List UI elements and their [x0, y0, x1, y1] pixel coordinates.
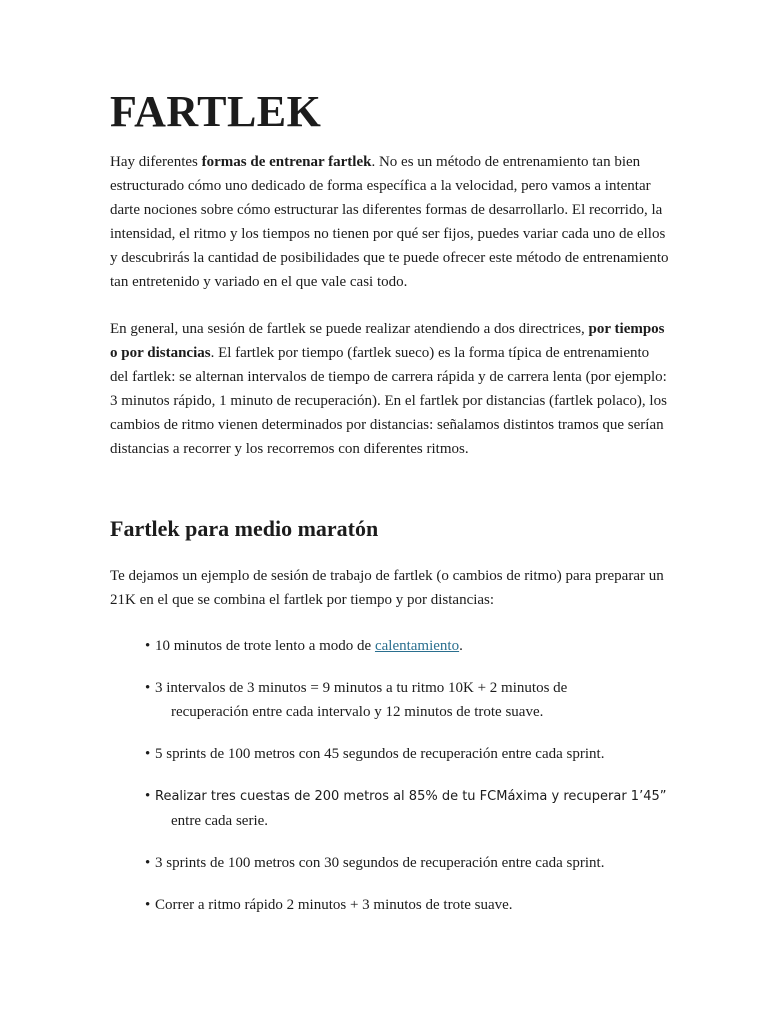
item-2-line-2: recuperación entre cada intervalo y 12 minutos de trote suave.: [171, 704, 544, 720]
item-1-text: 10 minutos de trote lento a modo de: [155, 638, 375, 654]
list-item: [145, 893, 705, 917]
general-bold: por tiempos o por distancias: [110, 321, 665, 361]
item-1-end: .: [459, 638, 463, 654]
general-text-2: . El fartlek por tiempo (fartlek sueco) es la forma típica de entrenamiento del fartlek: se alternan intervalos de tiempo de carrera rápida y de carrera lenta (por ejemplo: 3 minutos rápido, 1 minuto de recuperación). En el fartlek por distancias (fartlek polaco), los cambios de ritmo vienen determinados por distancias: señalamos distintos tramos que serían distancias a recorrer y los recorremos con diferentes ritmos.: [110, 345, 667, 457]
section-heading: Fartlek para medio maratón: [110, 516, 379, 541]
item-5-text: 3 sprints de 100 metros con 30 segundos de recuperación entre cada sprint.: [155, 855, 605, 871]
bullet-icon: •: [145, 855, 151, 871]
item-4-line-2: entre cada serie.: [171, 813, 269, 829]
bullet-icon: •: [145, 746, 151, 762]
intro-text-1: Hay diferentes: [110, 154, 202, 170]
list-item: [145, 851, 705, 875]
item-3-text: 5 sprints de 100 metros con 45 segundos de recuperación entre cada sprint.: [155, 746, 605, 762]
item-2-line-1: 3 intervalos de 3 minutos = 9 minutos a tu ritmo 10K + 2 minutos de: [155, 680, 568, 696]
workout-list: [145, 634, 705, 935]
item-6-text: Correr a ritmo rápido 2 minutos + 3 minutos de trote suave.: [155, 897, 513, 913]
general-paragraph: [110, 317, 670, 461]
bullet-icon: •: [145, 680, 151, 696]
calentamiento-link[interactable]: calentamiento: [374, 638, 460, 654]
bullet-icon: •: [145, 638, 151, 654]
general-text-1: En general, una sesión de fartlek se puede realizar atendiendo a dos directrices,: [110, 321, 589, 337]
page-title: FARTLEK: [110, 87, 322, 136]
list-item: [145, 634, 705, 658]
intro-bold: formas de entrenar fartlek: [201, 154, 372, 170]
example-intro-paragraph: Te dejamos un ejemplo de sesión de trabajo de fartlek (o cambios de ritmo) para preparar un 21K en el que se combina el fartlek por tiempo y por distancias:: [110, 568, 664, 608]
bullet-icon: •: [145, 788, 151, 804]
list-item: [145, 742, 705, 766]
list-item: [145, 784, 705, 833]
intro-paragraph: [110, 150, 670, 294]
bullet-icon: •: [145, 897, 151, 913]
item-4-line-1: Realizar tres cuestas de 200 metros al 85% de tu FCMáxima y recuperar 1’45”: [155, 789, 667, 804]
list-item: [145, 676, 705, 724]
intro-text-2: . No es un método de entrenamiento tan bien estructurado cómo uno dedicado de forma específica a la velocidad, pero vamos a intentar darte nociones sobre cómo estructurar las diferentes formas de desarrollarlo. El recorrido, la intensidad, el ritmo y los tiempos no tienen por qué ser fijos, puedes variar cada uno de ellos y descubrirás la cantidad de posibilidades que te puede ofrecer este método de entrenamiento tan entretenido y variado en el que vale casi todo.: [110, 154, 669, 290]
